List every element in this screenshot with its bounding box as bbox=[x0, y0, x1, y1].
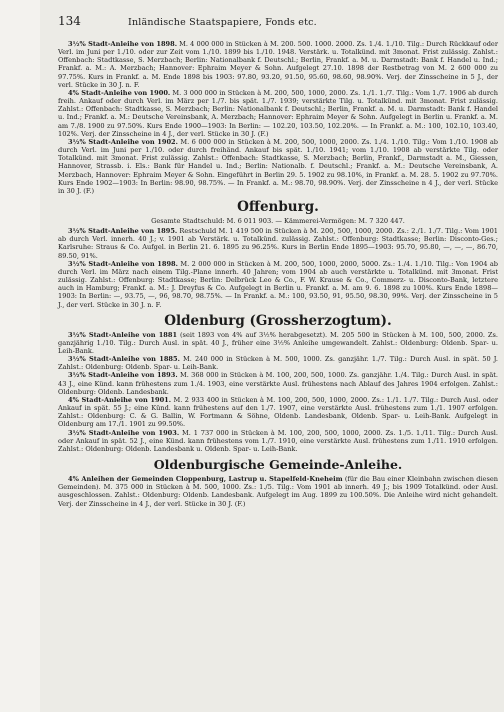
page-header bbox=[58, 14, 498, 34]
loan-entry bbox=[58, 355, 498, 371]
section-heading: Oldenburg (Grossherzogtum). bbox=[164, 312, 392, 329]
loan-title: 3½% Stadt-Anleihe von 1881 bbox=[68, 330, 178, 339]
loan-entry bbox=[58, 331, 498, 355]
loan-title: 3½% Stadt-Anleihe von 1893. bbox=[68, 371, 178, 380]
loan-text: Restschuld M. 1 419 500 in Stücken à M. 200, 500, 1000, 2000. Zs.: 2./1. 1./7. Tilg.: Vom 1901 ab durch Verl. innerh. 40 J.; v. 1901 ab Verstärk. u. Totalkünd. zulässig. Zahlst.: Offenburg: Stadtkasse; Berlin: Disconto-Ges.; Karlsruhe: Straus & Co. Aufgel. in Berlin 21. 6. 1895 zu 96.25%. Kurs in Berlin Ende 1895—1903: 95.70, 95.80, —, —, —, 86.70, 89.50, 91%. bbox=[58, 227, 498, 260]
page-number: 134 bbox=[58, 14, 81, 28]
loan-title: 3½% Stadt-Anleihe von 1885. bbox=[68, 355, 180, 364]
loan-entry bbox=[58, 40, 498, 89]
section-heading: Oldenburgische Gemeinde-Anleihe. bbox=[153, 457, 403, 473]
loan-title: 4% Stadt-Anleihe von 1900. bbox=[68, 88, 171, 97]
loan-text: M. 6 000 000 in Stücken à M. 200, 500, 1000, 2000. Zs. 1./4. 1./10. Tilg.: Vom 1./10. 1908 ab durch Verl. im Juni per 1./10. oder durch freihänd. Ankauf bis spät. 1./10. 1941; vom 1./10. 1908 ab verstärkte Tilg. oder Totalkünd. mit 3monat. Frist zulässig. Zahlst.: Offenbach: Stadtkasse, S. Merzbach; Berlin, Frankf., Darmstadt a. M., Giessen, Hannover, Strassb. i. Els.: Bank für Handel u. Ind.; Berlin: Nationalb. f. Deutschl.; Frankf. a. M.: Deutsche Vereinsbank, A. Merzbach, Hannover: Ephraim Meyer & Sohn. Eingeführt in Berlin 29. 5. 1902 zu 98.10%, in Frankf. a. M. 28. 5. 1902 zu 97.70%. Kurs Ende 1902—1903: In Berlin: 98.90, 98.75%. — In Frankf. a. M.: 98.70, 98.90%. Verj. der Zinsscheine n 4 J., der verl. Stücke in 30 J. (F.) bbox=[58, 137, 498, 195]
section-heading: Offenburg. bbox=[237, 198, 319, 215]
loan-title: 3½% Stadt-Anleihe von 1898. bbox=[68, 40, 178, 48]
loan-title: 3½% Stadt-Anleihe von 1903. bbox=[68, 428, 180, 437]
loan-title: 4% Anleihen der Gemeinden Cloppenburg, Lastrup u. Stapelfeld-Kneheim bbox=[68, 475, 343, 484]
section-summary: Gesamte Stadtschuld: M. 6 011 903. — Kämmerei-Vermögen: M. 7 320 447. bbox=[151, 216, 405, 225]
running-title: Inländische Staatspapiere, Fonds etc. bbox=[128, 17, 317, 28]
loan-title: 3½% Stadt-Anleihe von 1902. bbox=[68, 137, 178, 146]
page-content bbox=[58, 40, 498, 508]
loan-entry bbox=[58, 227, 498, 260]
loan-title: 3½% Stadt-Anleihe von 1898. bbox=[68, 259, 178, 268]
loan-entry bbox=[58, 371, 498, 395]
loan-entry bbox=[58, 429, 498, 453]
loan-text: M. 368 000 in Stücken à M. 100, 200, 500, 1000. Zs. ganzjähr. 1./4. Tilg.: Durch Ausl. in spät. 43 J., eine Künd. kann frühestens zum 1./4. 1903, eine verstärkte Ausl. frühestens nach Ablauf des Jahres 1904 erfolgen. Zahlst.: Oldenburg: Oldenb. Landesbank. bbox=[58, 371, 498, 396]
loan-entry bbox=[58, 260, 498, 309]
loan-entry bbox=[58, 138, 498, 195]
loan-text: M. 1 737 000 in Stücken à M. 100, 200, 500, 1000, 2000. Zs. 1./5. 1./11. Tilg.: Durch Ausl. oder Ankauf in spät. 52 J., eine Künd. kann frühestens vom 1./7. 1910, eine verstärkte Ausl. frühestens zum 1./11. 1910 erfolgen. Zahlst.: Oldenburg: Oldenb. Landesbank u. Oldenb. Spar- u. Leih-Bank. bbox=[58, 428, 498, 453]
loan-title: 4% Stadt-Anleihe von 1901. bbox=[68, 395, 172, 404]
loan-entry bbox=[58, 89, 498, 138]
loan-text: M. 2 933 400 in Stücken à M. 100, 200, 500, 1000, 2000. Zs.: 1./1. 1./7. Tilg.: Durch Ausl. oder Ankauf in spät. 55 J.; eine Künd. kann frühestens auf den 1./7. 1907, eine verstärkte Ausl. frühestens zum 1./1. 1907 erfolgen. Zahlst.: Oldenburg: C. & G. Ballin, W. Fortmann & Söhne, Oldenb. Landesbank, Oldenb. Spar- u. Leih-Bank. Aufgelegt in Oldenburg am 17./1. 1901 zu 99.50%. bbox=[58, 395, 498, 429]
loan-entry bbox=[58, 475, 498, 508]
loan-text: M. 240 000 in Stücken à M. 500, 1000. Zs. ganzjähr. 1./7. Tilg.: Durch Ausl. in spät. 50 J. Zahlst.: Oldenburg: Oldenb. Spar- u. Leih-Bank. bbox=[58, 355, 498, 372]
loan-text: (für die Bau einer Kleinbahn zwischen diesen Gemeinden). M. 375 000 in Stücken à M. 500, 1000. Zs.: 1./5. Tilg.: Vom 1901 ab innerh. 49 J.; bis 1909 Totalkünd. oder Ausl. ausgeschlossen. Zahlst.: Oldenburg: Oldenb. Landesbank. Aufgelegt im Aug. 1899 zu 100.50%. Die Anleihe wird nicht gehandelt. Verj. der Zinsscheine in 4 J., der verl. Stücke in 30 J. (F.) bbox=[58, 475, 498, 508]
loan-title: 3½% Stadt-Anleihe von 1895. bbox=[68, 227, 178, 236]
loan-text: (seit 1893 von 4% auf 3½% herabgesetzt). M. 205 500 in Stücken à M. 100, 500, 2000. Zs. ganzjährig 1./10. Tilg.: Durch Ausl. in spät. 40 J., früher eine 3½% Anleihe umgewandelt. Zahlst.: Oldenburg: Oldenb. Spar- u. Leih-Bank. bbox=[58, 330, 498, 355]
loan-text: M. 2 000 000 in Stücken à M. 200, 500, 1000, 2000, 5000. Zs.: 1./4. 1./10. Tilg.: Von 1904 ab durch Verl. im März nach einem Tilg.-Plane innerh. 40 Jahren; vom 1904 ab auch verstärkte u. Totalkünd. mit 3monat. Frist zulässig. Zahlst.: Offenburg: Stadtkasse; Berlin: Delbrück Leo & Co., F. W. Krause & Co., Commerz- u. Disconto-Bank, letztere auch in Hamburg; Frankf. a. M.: J. Dreyfus & Co. Aufgelegt in Berlin u. Frankf. a. M. am 9. 6. 1898 zu 100%. Kurs Ende 1898—1903: In Berlin: —, 93.75, —, 96, 98.70, 98.75%. — In Frankf. a. M.: 100, 93.50, 91, 95.50, 98.30, 99%. Verj. der Zinsscheine in 5 J., der verl. Stücke in 30 J. n. F. bbox=[58, 259, 498, 309]
loan-text: M. 4 000 000 in Stücken à M. 200. 500. 1000. 2000. Zs. 1./4. 1./10. Tilg.: Durch Rückkauf oder Verl. im Juni per 1./10. oder zur Zeit vom 1./10. 1899 bis 1./10. 1948. Verstärk. u. Totalkünd. mit 3monat. Frist zulässig. Zahlst.: Offenbach: Stadtkasse, S. Merzbach; Berlin: Nationalbank f. Deutschl.; Berlin, Frankf. a. M. u. Darmstadt: Bank f. Handel u. Ind.; Frankf. a. M.: A. Merzbach; Hannover: Ephraim Meyer & Sohn. Aufgelegt 27.10. 1898 der Restbetrag von M. 2 600 000 zu 97.75%. Kurs in Frankf. a. M. Ende 1898 bis 1903: 97.80, 93.20, 91.50, 95.60, 98.60, 98.90%. Verj. der Zinsscheine in 5 J., der verl. Stücke in 30 J. n. F. bbox=[58, 40, 498, 89]
loan-text: M. 3 000 000 in Stücken à M. 200, 500, 1000, 2000. Zs. 1./1. 1./7. Tilg.: Vom 1./7. 1906 ab durch freih. Ankauf oder durch Verl. im März per 1./7. bis spät. 1./7. 1939; verstärkte Tilg. u. Totalkünd. mit 3monat. Frist zulässig. Zahlst.: Offenbach: Stadtkasse, S. Merzbach; Berlin: Nationalbank f. Deutschl.; Berlin, Frankf. a. M. u. Darmstadt: Bank f. Handel u. Ind.; Frankf. a. M.: Deutsche Vereinsbank, A. Merzbach; Hannover: Ephraim Meyer & Sohn. Aufgelegt in Berlin u. Frankf. a. M. am 7./8. 1900 zu 97.50%. Kurs Ende 1900—1903: In Berlin: — 102.20, 103.50, 102.20%. — In Frankf. a. M.: 100, 102.10, 103.40, 102%. Verj. der Zinsscheine in 4 J., der verl. Stücke in 30 J. (F.) bbox=[58, 88, 498, 138]
loan-entry bbox=[58, 396, 498, 429]
